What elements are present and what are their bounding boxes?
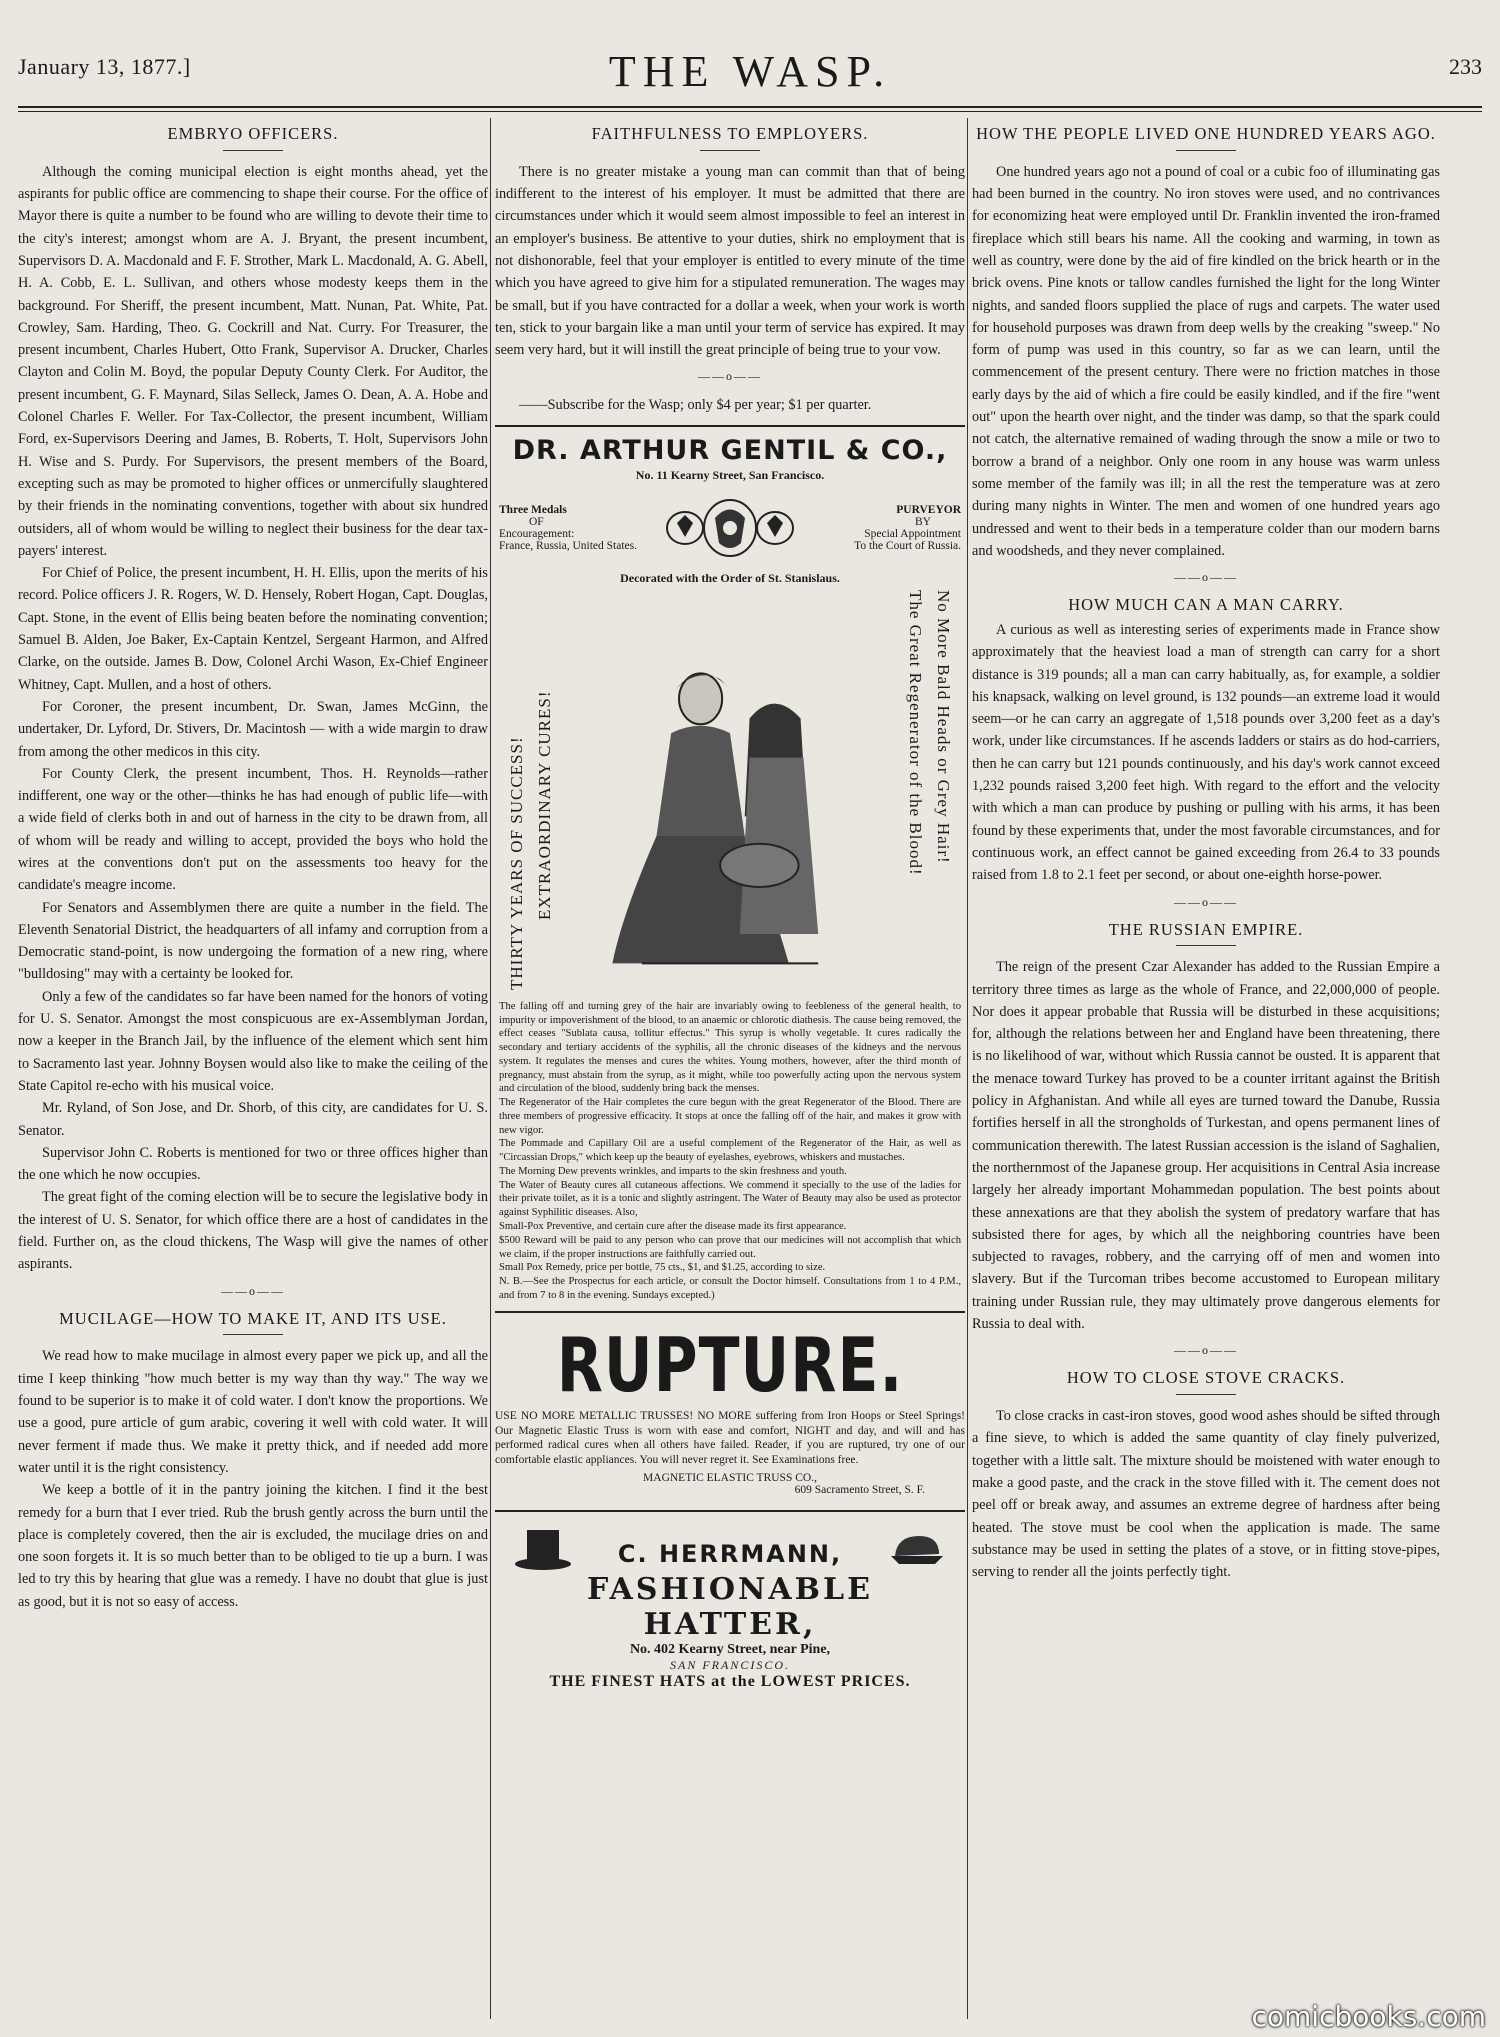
article-paragraph: The reign of the present Czar Alexander has added to the Russian Empire a territory three times as large as the whole of France, and 22,000,000 of people. Nor does it appear probable that Russia will be disturbed in these acquisitions; for, although the relations between her and England have been threatening, there is no likelihood of war, without which Russia cannot be ousted. It is apparent that the menace toward Turkey has proved to be a counter irritant against the British policy in Afghanistan. And while all eyes are turned toward the Danube, Russia fortifies herself in all the strongholds of Turkestan, and opens permanent lines of communication therewith. The latest Russian accession is the island of Saghalien, the northernmost of the Japanese group. Her acquisitions in Central Asia increase largely her already important Mohammedan population. The best points about these annexations are that they abolish the system of predatory warfare that has subsisted there for ages, by which all the neighboring countries have been subjected to ravages, robbery, and the carrying off of men and women into slavery. But if the Turcoman tribes become accustomed to European military training under Russian rule, they may ultimately prove dangerous elements for Russia to deal with. [972, 959, 1440, 1333]
top-hat-icon [513, 1526, 573, 1572]
column-1 [18, 120, 488, 2017]
article-paragraph: For Senators and Assemblymen there are quite a number in the field. The Eleventh Senatorial District, the headquarters of all infamy and corruption from a Democratic stand-point, is now undergoing the formation of a new ring, where "bulldosing" may with a certainty be looked for. [18, 899, 488, 983]
ad-credentials [499, 493, 961, 563]
article-paragraph: The great fight of the coming election will be to secure the legislative body in the interest of U. S. Senator, for which office there are a host of candidates in the field. Further on, as the cloud thickens, The Wasp will give the names of other aspirants. [18, 1189, 488, 1273]
ad-paragraph: N. B.—See the Prospectus for each article, or consult the Doctor himself. Consultations from 1 to 4 P.M., and from 7 to 8 in the evening. Sundays excepted.) [499, 1276, 961, 1301]
ad-paragraph: The Pommade and Capillary Oil are a useful complement of the Regenerator of the Hair, as well as "Circassian Drops," which keep up the beauty of eyelashes, eyebrows, whiskers and mustaches. [499, 1138, 961, 1164]
ad-paragraph: Small Pox Remedy, price per bottle, 75 cts., $1, and $1.25, according to size. [499, 1262, 826, 1274]
rupture-headline: RUPTURE. [556, 1321, 904, 1410]
source-watermark: comicbooks.com [1251, 2000, 1486, 2033]
title-rule [1176, 945, 1236, 946]
article-title: EMBRYO OFFICERS. [167, 124, 339, 143]
ad-vertical-slogan: No More Bald Heads or Grey Hair! [934, 589, 953, 864]
article-paragraph: To close cracks in cast-iron stoves, good wood ashes should be sifted through a fine sieve, to which is added the same quantity of clay finely pulverized, together with a little salt. The mixture should be moistened with water enough to make a good paste, and the crack in the stove filled with it. The cement does not peel off or break away, and assumes an extreme degree of hardness after being heated. The stove must be cool when the application is made. The same substance may be used in setting the plates of a stove, or in fitting stove-pipes, serving to render all the joints perfectly tight. [972, 1408, 1440, 1581]
article-paragraph: We read how to make mucilage in almost every paper we pick up, and all the time I keep thinking "how much better is my way than thy way." The way we found to be superior is to make it of cold water. I don't know the proportions. We use a good, pure article of gum arabic, covering it well with cold water. It will never ferment if made thus. We make it pretty thick, and if needed add more water until it is the right consistency. [18, 1348, 488, 1476]
article-paragraph: For Coroner, the present incumbent, Dr. Swan, James McGinn, the undertaker, Dr. Lyford, Dr. Stivers, Dr. Macintosh — with a wide margin to draw from among the other medicos in this city. [18, 698, 488, 760]
coat-of-arms-icon [655, 493, 805, 563]
ad-paragraph: The Regenerator of the Hair completes the cure begun with the great Regenerator of the Blood. There are three members of progressive efficacity. It stops at once the falling off of the hair, and makes it grow with new vigor. [499, 1097, 961, 1136]
ad-paragraph: The Morning Dew prevents wrinkles, and imparts to the skin freshness and youth. [499, 1165, 847, 1177]
title-rule [700, 150, 760, 151]
page-number: 233 [1449, 54, 1482, 79]
hatter-address: No. 402 Kearny Street, near Pine, [629, 1642, 831, 1658]
ad-paragraph: Small-Pox Preventive, and certain cure after the disease made its first appearance. [499, 1221, 847, 1233]
column-2 [495, 120, 965, 2017]
title-rule [1176, 1394, 1236, 1395]
article-title: MUCILAGE—HOW TO MAKE IT, AND ITS USE. [59, 1308, 447, 1328]
ad-left-credentials [499, 504, 639, 552]
ad-body-text [499, 1000, 961, 1303]
article-paragraph: Supervisor John C. Roberts is mentioned for two or three offices higher than the one which he now occupies. [18, 1144, 488, 1184]
ad-vertical-slogan: EXTRAORDINARY CURES! [535, 690, 554, 920]
issue-date: January 13, 1877.] [18, 54, 191, 79]
gentil-advertisement [495, 425, 965, 1313]
ad-side-slogans-right [897, 590, 957, 1000]
rupture-company: MAGNETIC ELASTIC TRUSS CO., [643, 1472, 817, 1485]
ad-text: To the Court of Russia. [854, 539, 961, 552]
ad-text: Three Medals [499, 503, 567, 516]
section-separator: ——o—— [221, 1283, 285, 1298]
ad-order: Decorated with the Order of St. Stanislaus. [620, 570, 840, 585]
masthead-rule-thin [18, 111, 1482, 112]
ad-text: Special Appointment [864, 527, 961, 540]
newspaper-title: THE WASP. [608, 47, 892, 96]
section-separator: ——o—— [698, 369, 762, 384]
hatter-tagline: THE FINEST HATS at the LOWEST PRICES. [549, 1673, 911, 1691]
section-separator: ——o—— [1174, 894, 1238, 909]
article-paragraph: For County Clerk, the present incumbent, Thos. H. Reynolds—rather indifferent, one way or the other—thinks he has had enough of public life—with a wide field of clerks both in and out of harness in the city to be drawn from, all of whom will be ready and willing to accept, provided the boys who hold the wires at the conventions don't put on the assessments too heavy for the candidate's meagre income. [18, 765, 488, 894]
ad-side-slogans-left [503, 590, 563, 1000]
article-paragraph: Although the coming municipal election is eight months ahead, yet the aspirants for public office are commencing to shape their course. For the office of Mayor there is quite a number to be found who are willing to devote their time to the city's interest; amongst whom are A. J. Bryant, the present incumbent, Supervisors D. A. Macdonald and F. F. Strother, Mark L. Macdonald, A. G. Abell, H. A. Cobb, E. L. Sullivan, and others whose modesty keeps them in the background. For Sheriff, the present incumbent, Matt. Nunan, Pat. White, Pat. Crowley, Sam. Harding, Theo. G. Cockrill and Nat. Curry. For Treasurer, the present incumbent, Charles Hubert, Otto Frank, Supervisor A. Drucker, Charles Clayton and Colin M. Boyd, the popular Deputy County Clerk. For Auditor, the present incumbent, G. F. Maynard, Silas Selleck, James O. Dean, A. A. Hobe and Colonel Charles F. Weller. For Tax-Collector, the present incumbent, William Ford, ex-Supervisors Deering and James, B. Roberts, T. Holt, Supervisors John H. Wise and S. Purdy. For Supervisors, the present members of the Board, excepting such as may be promoted to higher offices or unmercifully slaughtered by their friends in the nominating conventions, together with about six hundred outsiders, all of whom would be willing to neglect their business for the dear tax-payers' interest. [18, 163, 488, 559]
article-title: HOW THE PEOPLE LIVED ONE HUNDRED YEARS AGO. [976, 124, 1436, 143]
rupture-text: USE NO MORE METALLIC TRUSSES! NO MORE suffering from Iron Hoops or Steel Springs! Our Magnetic Elastic Truss is worn with ease and comfort, NIGHT and day, and will and has performed radical cures when all others have failed. Reader, if you are ruptured, try one of our comfortable elastic appliances. You will never regret it. See Examinations free. [495, 1409, 965, 1467]
article-paragraph: Only a few of the candidates so far have been named for the honors of voting for U. S. Senator. Amongst the most conspicuous are ex-Assemblyman Jordan, now a keeper in the Branch Jail, by the influence of the element which sent him to Sacramento last year. Johnny Boysen would also like to make the ceiling of the State Capitol re-echo with his musical voice. [18, 988, 488, 1094]
hatter-advertisement [495, 1510, 965, 1691]
subscribe-notice: ——Subscribe for the Wasp; only $4 per year; $1 per quarter. [519, 397, 872, 414]
rupture-address: 609 Sacramento Street, S. F. [794, 1484, 925, 1497]
article-title: HOW MUCH CAN A MAN CARRY. [1068, 595, 1344, 615]
rupture-advertisement [495, 1321, 965, 1497]
ad-vertical-slogan: THIRTY YEARS OF SUCCESS! [507, 736, 526, 990]
article-title: HOW TO CLOSE STOVE CRACKS. [1066, 1368, 1346, 1388]
ad-text: France, Russia, United States. [499, 539, 637, 552]
ad-paragraph: The falling off and turning grey of the hair are invariably owing to feebleness of the general health, to impurity or impoverishment of the blood, to an anaemic or chlorotic diathesis. The cause being removed, the effect ceases "Sublata causa, tollitur effectus." This syrup is wholly vegetable. It cures radically the secondary and tertiary accidents of the syphilis, all the chronic diseases of the kidneys and the nervous system. It regulates the menses and cures the whites. Young mothers, however, after the third month of pregnancy, must abstain from the syrup, as it might, while too powerfully acting upon the nervous system and circulation of the blood, suddenly bring back the menses. [499, 1000, 961, 1095]
article-paragraph: We keep a bottle of it in the pantry joining the kitchen. I find it the best remedy for a burn that I ever tried. Rub the brush gently across the burn until the place is completely covered, then the air is excluded, the mucilage dries on and one soon forgets it. It is so much better than to be obliged to tie up a burn. I was led to try this by hearing that glue was a remedy. I have no doubt that glue is just as good, but it is not so easy of access. [18, 1482, 488, 1610]
ad-illustration-panel [503, 590, 957, 1000]
ad-company-name: DR. ARTHUR GENTIL & CO., [512, 434, 948, 466]
hatter-city: SAN FRANCISCO. [670, 1658, 790, 1673]
column-3 [972, 120, 1440, 2017]
title-rule [223, 150, 283, 151]
title-rule [223, 1334, 283, 1335]
section-separator: ——o—— [1174, 1343, 1238, 1358]
masthead-rule [18, 106, 1482, 108]
article-paragraph: A curious as well as interesting series of experiments made in France show approximately that the heaviest load a man of strength can carry for a short distance is 319 pounds; all a man can carry habitually, as, for example, a soldier his knapsack, walking on level ground, is 132 pounds—an extreme load it would seem—or he can carry an aggregate of 1,518 pounds over 3,200 feet as a day's work, under like circumstances. If he ascends ladders or stairs as do hod-carriers, then he can carry but 121 pounds continuously, and his day's work cannot exceed 1,232 pounds raised 3,200 feet high. With regard to the effort and the velocity with which a man can produce by pushing or pulling with his arms, it has been found by these experiments that, under the most favorable circumstances, and for continuous work, an effect cannot be gained exceeding from 26.4 to 33 pounds raised from 1.8 to 2.1 feet per second, or about one-eighth horse-power. [972, 621, 1440, 884]
article-paragraph: There is no greater mistake a young man can commit than that of being indifferent to the interest of his employer. It must be admitted that there are circumstances under which it would seem almost impossible to feel an interest in an employer's business. Be attentive to your duties, shirk no employment that is not dishonorable, feel that your employer is entitled to every minute of the time which you have agreed to give him for a stipulated remuneration. The wages may be small, but if you have contracted for a dollar a week, when your work is worth ten, stick to your bargain like a man until your term of service has expired. It may seem very hard, but it will instill the great principle of being true to your vow. [495, 163, 965, 359]
ad-text: OF [529, 515, 544, 528]
ad-paragraph: $500 Reward will be paid to any person who can prove that our medicines will not accomplish that which we claim, if the proper instructions are faithfully carried out. [499, 1234, 961, 1260]
ad-text: BY [915, 515, 931, 528]
masthead [18, 46, 1482, 94]
article-paragraph: Mr. Ryland, of Son Jose, and Dr. Shorb, of this city, are candidates for U. S. Senator. [18, 1100, 488, 1139]
section-separator: ——o—— [1174, 570, 1238, 585]
women-engraving-illustration [583, 640, 877, 973]
article-title: THE RUSSIAN EMPIRE. [1108, 919, 1304, 939]
article-paragraph: For Chief of Police, the present incumbent, H. H. Ellis, upon the merits of his record. Police officers J. R. Rogers, W. D. Hensely, Robert Hogan, Capt. Douglas, Capt. Stone, in the event of Ellis being beaten before the nominating convention; Samuel B. Alden, Joe Baker, Ex-Captain Kentzel, Sergeant Harmon, and Alfred Clarke, on the outside. James B. Dow, Colonel Archi Wason, Ex-Chief Engineer Whitney, Capt. Mullen, and a host of others. [18, 565, 488, 693]
ad-text: PURVEYOR [896, 503, 961, 516]
article-paragraph: One hundred years ago not a pound of coal or a cubic foo of illuminating gas had been burned in the country. No iron stoves were used, and no contrivances for economizing heat were employed until Dr. Franklin invented the iron-framed fireplace which still bears his name. All the cooking and warming, in town as well as country, were done by the aid of fire kindled on the brick hearth or in the brick ovens. Pine knots or tallow candles furnished the light for the long Winter nights, and sanded floors supplied the place of rugs and carpets. The water used for household purposes was drawn from deep wells by the creaking "sweep." No form of pump was used in this country, so far as we can learn, until the commencement of the present century. There were no friction matches in those early days by the aid of which a fire could be easily kindled, and if the fire "went out" upon the hearth over night, and the tinder was damp, so that the spark could not catch, the alternative remained of wading through the snow a mile or two to borrow a brand of a neighbor. Only one room in any house was warm unless some member of the family was ill; in all the rest the temperature was at zero during many nights in Winter. The men and women of one hundred years ago undressed and went to their beds in a temperature colder than our modern barns and woodsheds, and they never complained. [972, 163, 1440, 559]
hatter-name: C. HERRMANN, [617, 1540, 843, 1569]
cap-icon [887, 1532, 947, 1572]
ad-text: Encouragement: [499, 527, 575, 540]
ad-paragraph: The Water of Beauty cures all cutaneous affections. We commend it specially to the use of the ladies for their private toilet, as it is a tonic and slightly astringent. The Water of Beauty may also be used as protector against Syphilitic diseases. Also, [499, 1179, 961, 1219]
hatter-title: FASHIONABLE HATTER, [586, 1572, 873, 1643]
title-rule [1176, 150, 1236, 151]
ad-address: No. 11 Kearny Street, San Francisco. [635, 467, 825, 482]
column-divider [967, 118, 968, 2019]
ad-vertical-slogan: The Great Regenerator of the Blood! [906, 589, 925, 876]
article-title: FAITHFULNESS TO EMPLOYERS. [591, 124, 869, 143]
column-divider [490, 118, 491, 2019]
ad-right-credentials [821, 504, 961, 552]
